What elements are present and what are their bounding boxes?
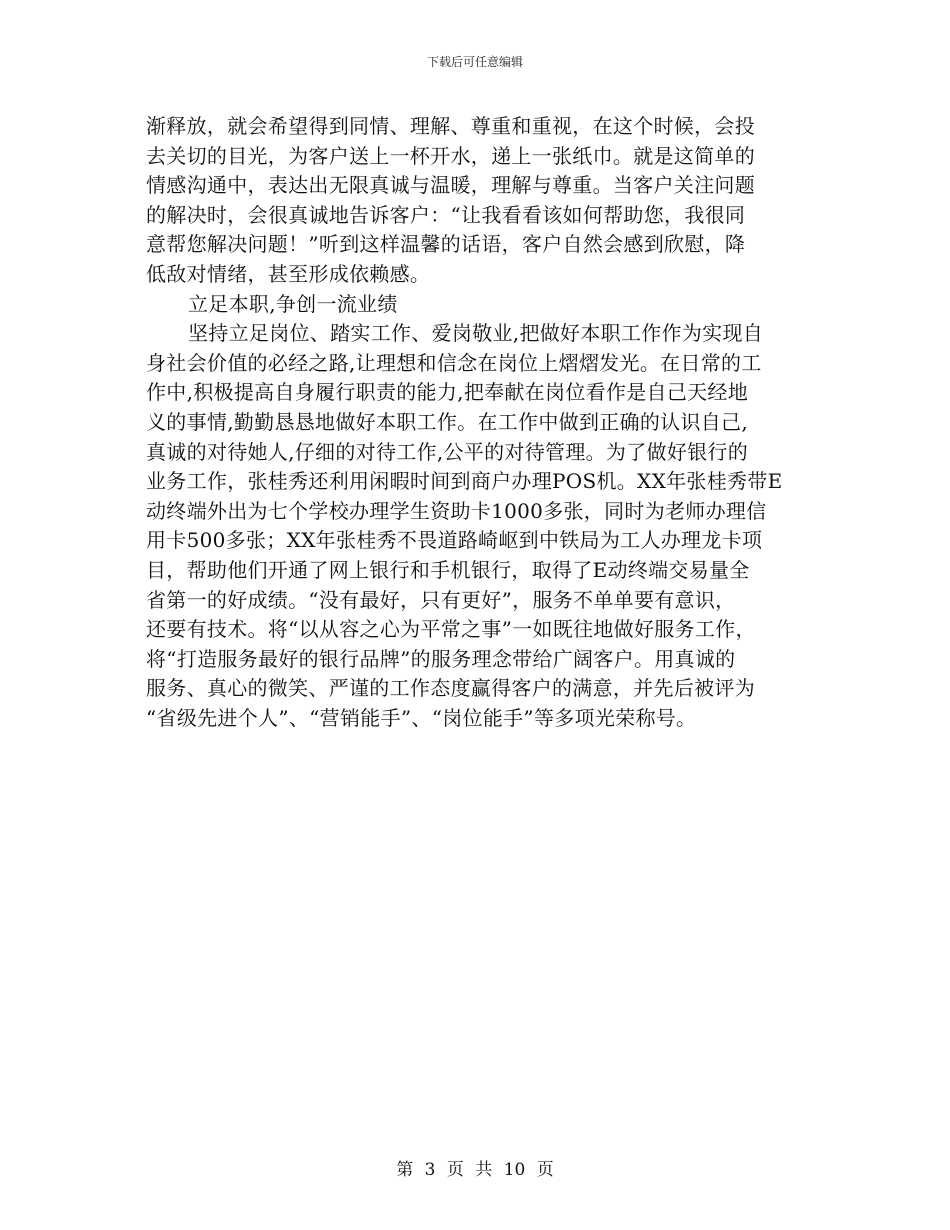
section-heading: 立足本职,争创一流业绩 [188, 291, 398, 316]
text-line: 真诚的对待她人,仔细的对待工作,公平的对待管理。为了做好银行的 [146, 439, 749, 464]
text-line: 渐释放，就会希望得到同情、理解、尊重和重视，在这个时候，会投 [146, 114, 755, 138]
page-header-note: 下载后可任意编辑 [426, 55, 523, 69]
text-line: 省第一的好成绩。“没有最好，只有更好”，服务不单单要有意识， [146, 587, 736, 612]
text-line: “省级先进个人”、“营销能手”、“岗位能手”等多项光荣称号。 [146, 705, 697, 730]
text-line: 作中,积极提高自身履行职责的能力,把奉献在岗位看作是自己天经地 [146, 380, 749, 405]
page-number-footer: 第 3 页 共 10 页 [396, 1160, 554, 1180]
text-line: 用卡500多张；XX年张桂秀不畏道路崎岖到中铁局为工人办理龙卡项 [146, 528, 763, 553]
text-line: 的解决时，会很真诚地告诉客户：“让我看看该如何帮助您，我很同 [146, 202, 746, 227]
paragraph [146, 112, 806, 290]
text-line: 义的事情,勤勤恳恳地做好本职工作。在工作中做到正确的认识自己, [146, 409, 749, 434]
document-body [146, 112, 806, 733]
text-line: 去关切的目光，为客户送上一杯开水，递上一张纸巾。就是这简单的 [146, 143, 755, 168]
text-line: 意帮您解决问题！”听到这样温馨的话语，客户自然会感到欣慰，降 [146, 232, 746, 257]
text-line: 服务、真心的微笑、严谨的工作态度赢得客户的满意，并先后被评为 [146, 676, 755, 701]
text-line: 业务工作，张桂秀还利用闲暇时间到商户办理POS机。XX年张桂秀带E [146, 469, 783, 494]
text-line: 低敌对情绪，甚至形成依赖感。 [146, 261, 431, 286]
text-line: 情感沟通中，表达出无限真诚与温暖，理解与尊重。当客户关注问题 [146, 173, 755, 198]
text-line: 将“打造服务最好的银行品牌”的服务理念带给广阔客户。用真诚的 [146, 646, 736, 671]
text-line: 坚持立足岗位、踏实工作、爱岗敬业,把做好本职工作作为实现自 [188, 321, 764, 346]
text-line: 目，帮助他们开通了网上银行和手机银行，取得了E动终端交易量全 [146, 557, 750, 582]
text-line: 还要有技术。将“以从容之心为平常之事”一如既往地做好服务工作， [146, 617, 756, 642]
text-line: 身社会价值的必经之路,让理想和信念在岗位上熠熠发光。在日常的工 [146, 350, 762, 375]
text-line: 动终端外出为七个学校办理学生资助卡1000多张，同时为老师办理信 [146, 498, 767, 523]
paragraph [146, 319, 806, 733]
